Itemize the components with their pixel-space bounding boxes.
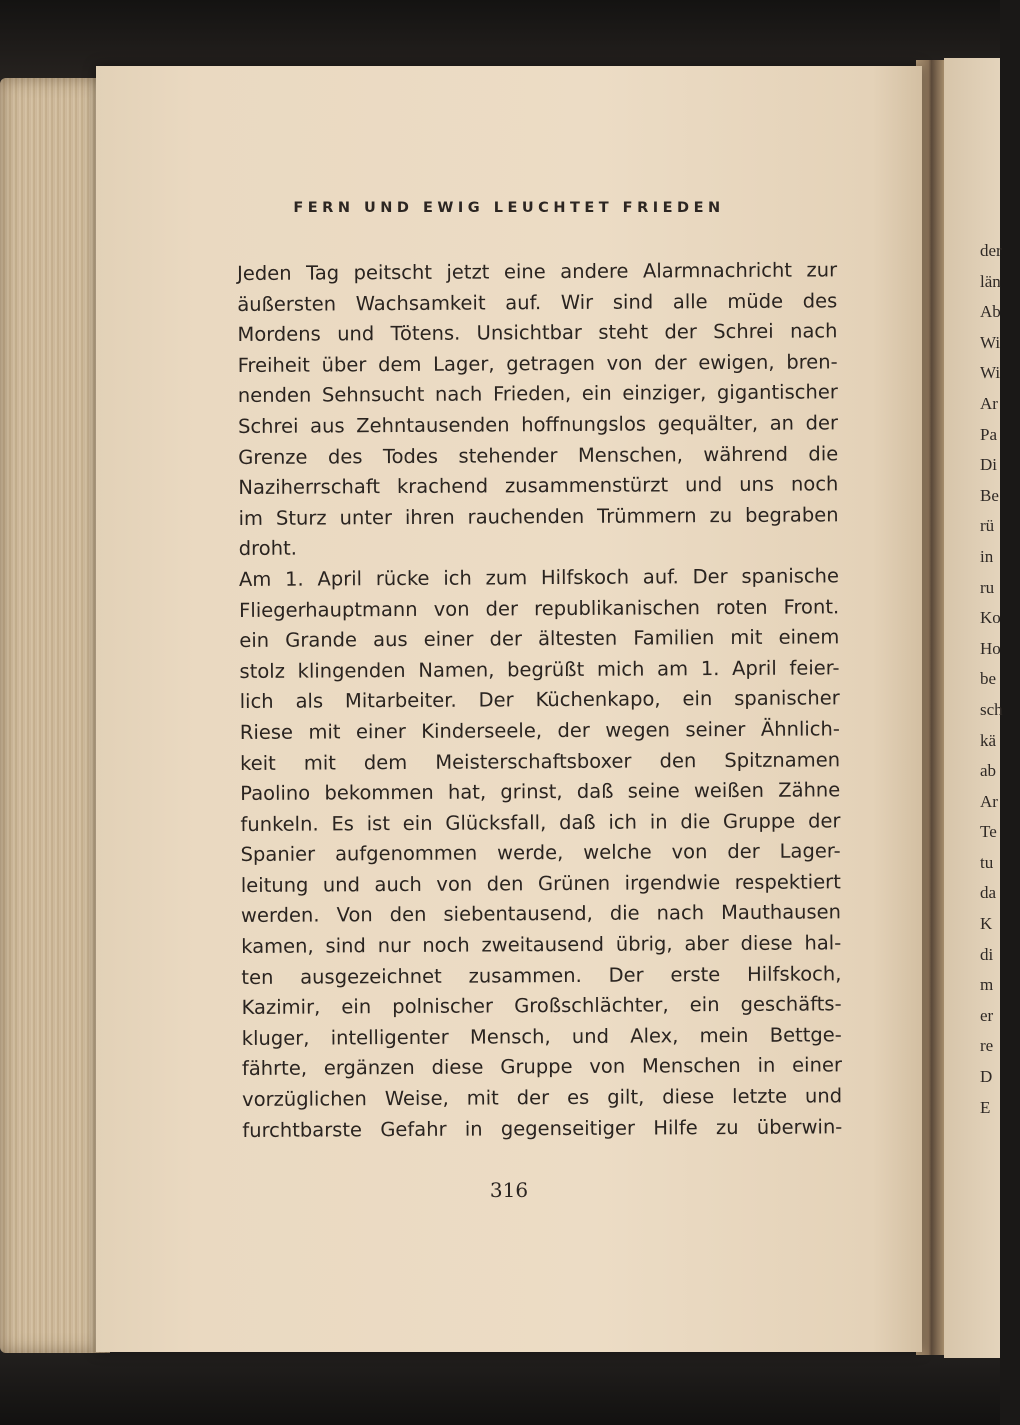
next-page-fragment: da bbox=[980, 883, 997, 903]
next-page-fragment: be bbox=[980, 669, 997, 689]
next-page-fragment: K bbox=[980, 914, 993, 934]
next-page-fragment: E bbox=[980, 1097, 991, 1117]
next-page-fragment: Be bbox=[980, 485, 999, 505]
page-number: 316 bbox=[489, 1178, 529, 1202]
next-page-fragment: re bbox=[980, 1036, 994, 1056]
next-page-fragment: Ab bbox=[980, 302, 1001, 322]
text-line: funkeln. Es ist ein Glücksfall, daß ich in die Gruppe der bbox=[240, 809, 841, 836]
body-text bbox=[237, 255, 842, 1146]
text-line: Spanier aufgenommen werde, welche von der Lager- bbox=[240, 839, 841, 867]
next-page-fragment: Wi bbox=[980, 363, 1001, 383]
text-line: Naziherrschaft krachend zusammenstürzt und uns noch bbox=[238, 472, 839, 500]
text-line: droht. bbox=[238, 536, 297, 561]
text-line: Grenze des Todes stehender Menschen, während die bbox=[238, 441, 839, 469]
next-page-fragment: m bbox=[980, 975, 994, 995]
text-line: Freiheit über dem Lager, getragen von der ewigen, bren- bbox=[237, 350, 838, 377]
text-line: Paolino bekommen hat, grinst, daß seine weißen Zähne bbox=[240, 778, 841, 806]
text-line: nenden Sehnsucht nach Frieden, ein einziger, gigantischer bbox=[237, 380, 838, 408]
running-head: FERN UND EWIG LEUCHTET FRIEDEN bbox=[293, 200, 725, 216]
next-page-fragment: Wi bbox=[980, 332, 1001, 352]
page-edges bbox=[0, 78, 110, 1353]
text-line: vorzüglichen Weise, mit der es gilt, diese letzte und bbox=[242, 1084, 843, 1112]
text-line: ten ausgezeichnet zusammen. Der erste Hilfskoch, bbox=[241, 961, 842, 989]
next-page-fragment: tu bbox=[980, 852, 994, 872]
text-line: lich als Mitarbeiter. Der Küchenkapo, ein spanischer bbox=[239, 686, 840, 714]
next-page-fragment: rü bbox=[980, 516, 995, 536]
next-page-fragment: Pa bbox=[980, 424, 997, 444]
text-line: kamen, sind nur noch zweitausend übrig, aber diese hal- bbox=[241, 931, 842, 959]
text-line: Schrei aus Zehntausenden hoffnungslos gequälter, an der bbox=[237, 411, 839, 438]
text-line: Am 1. April rücke ich zum Hilfskoch auf. Der spanische bbox=[238, 564, 840, 591]
next-page-text bbox=[980, 236, 1020, 1123]
text-line: furchtbarste Gefahr in gegenseitiger Hilfe zu überwin- bbox=[242, 1114, 843, 1142]
next-page-fragment: län bbox=[980, 271, 1001, 291]
text-line: Fliegerhauptmann von der republikanischen roten Front. bbox=[239, 594, 840, 622]
text-line: leitung und auch von den Grünen irgendwie respektiert bbox=[240, 870, 841, 897]
next-page-fragment: in bbox=[980, 546, 994, 566]
text-line: Jeden Tag peitscht jetzt eine andere Alarmnachricht zur bbox=[237, 258, 838, 285]
text-line: Kazimir, ein polnischer Großschlächter, ein geschäfts- bbox=[241, 992, 842, 1020]
text-line: im Sturz unter ihren rauchenden Trümmern zu begraben bbox=[238, 503, 839, 530]
next-page-fragment: er bbox=[980, 1005, 994, 1025]
text-line: stolz klingenden Namen, begrüßt mich am 1. April feier- bbox=[239, 656, 840, 683]
text-line: Riese mit einer Kinderseele, der wegen seiner Ähnlich- bbox=[239, 717, 840, 744]
next-page-fragment: Ar bbox=[980, 393, 998, 413]
text-line: Mordens und Tötens. Unsichtbar steht der Schrei nach bbox=[237, 319, 838, 347]
next-page-fragment: ru bbox=[980, 577, 995, 597]
next-page-fragment: di bbox=[980, 944, 994, 964]
next-page-fragment: Ar bbox=[980, 791, 998, 811]
next-page-fragment: sch bbox=[980, 699, 1003, 719]
next-page-fragment: D bbox=[980, 1067, 993, 1087]
next-page-fragment: Ko bbox=[980, 608, 1001, 628]
text-line: ein Grande aus einer der ältesten Familien mit einem bbox=[239, 625, 840, 653]
next-page-fragment: kä bbox=[980, 730, 997, 750]
next-page-fragment: der bbox=[980, 241, 1002, 260]
text-line: keit mit dem Meisterschaftsboxer den Spitznamen bbox=[240, 747, 841, 775]
next-page-fragment: Ho bbox=[980, 638, 1001, 658]
next-page-fragment: ab bbox=[980, 761, 997, 781]
text-line: fährte, ergänzen diese Gruppe von Menschen in einer bbox=[241, 1053, 843, 1081]
next-page-fragment: Te bbox=[980, 822, 997, 842]
next-page-fragment: Di bbox=[980, 455, 997, 475]
text-line: werden. Von den siebentausend, die nach Mauthausen bbox=[240, 900, 842, 928]
text-line: kluger, intelligenter Mensch, und Alex, mein Bettge- bbox=[241, 1023, 842, 1050]
text-line: äußersten Wachsamkeit auf. Wir sind alle müde des bbox=[237, 288, 838, 316]
